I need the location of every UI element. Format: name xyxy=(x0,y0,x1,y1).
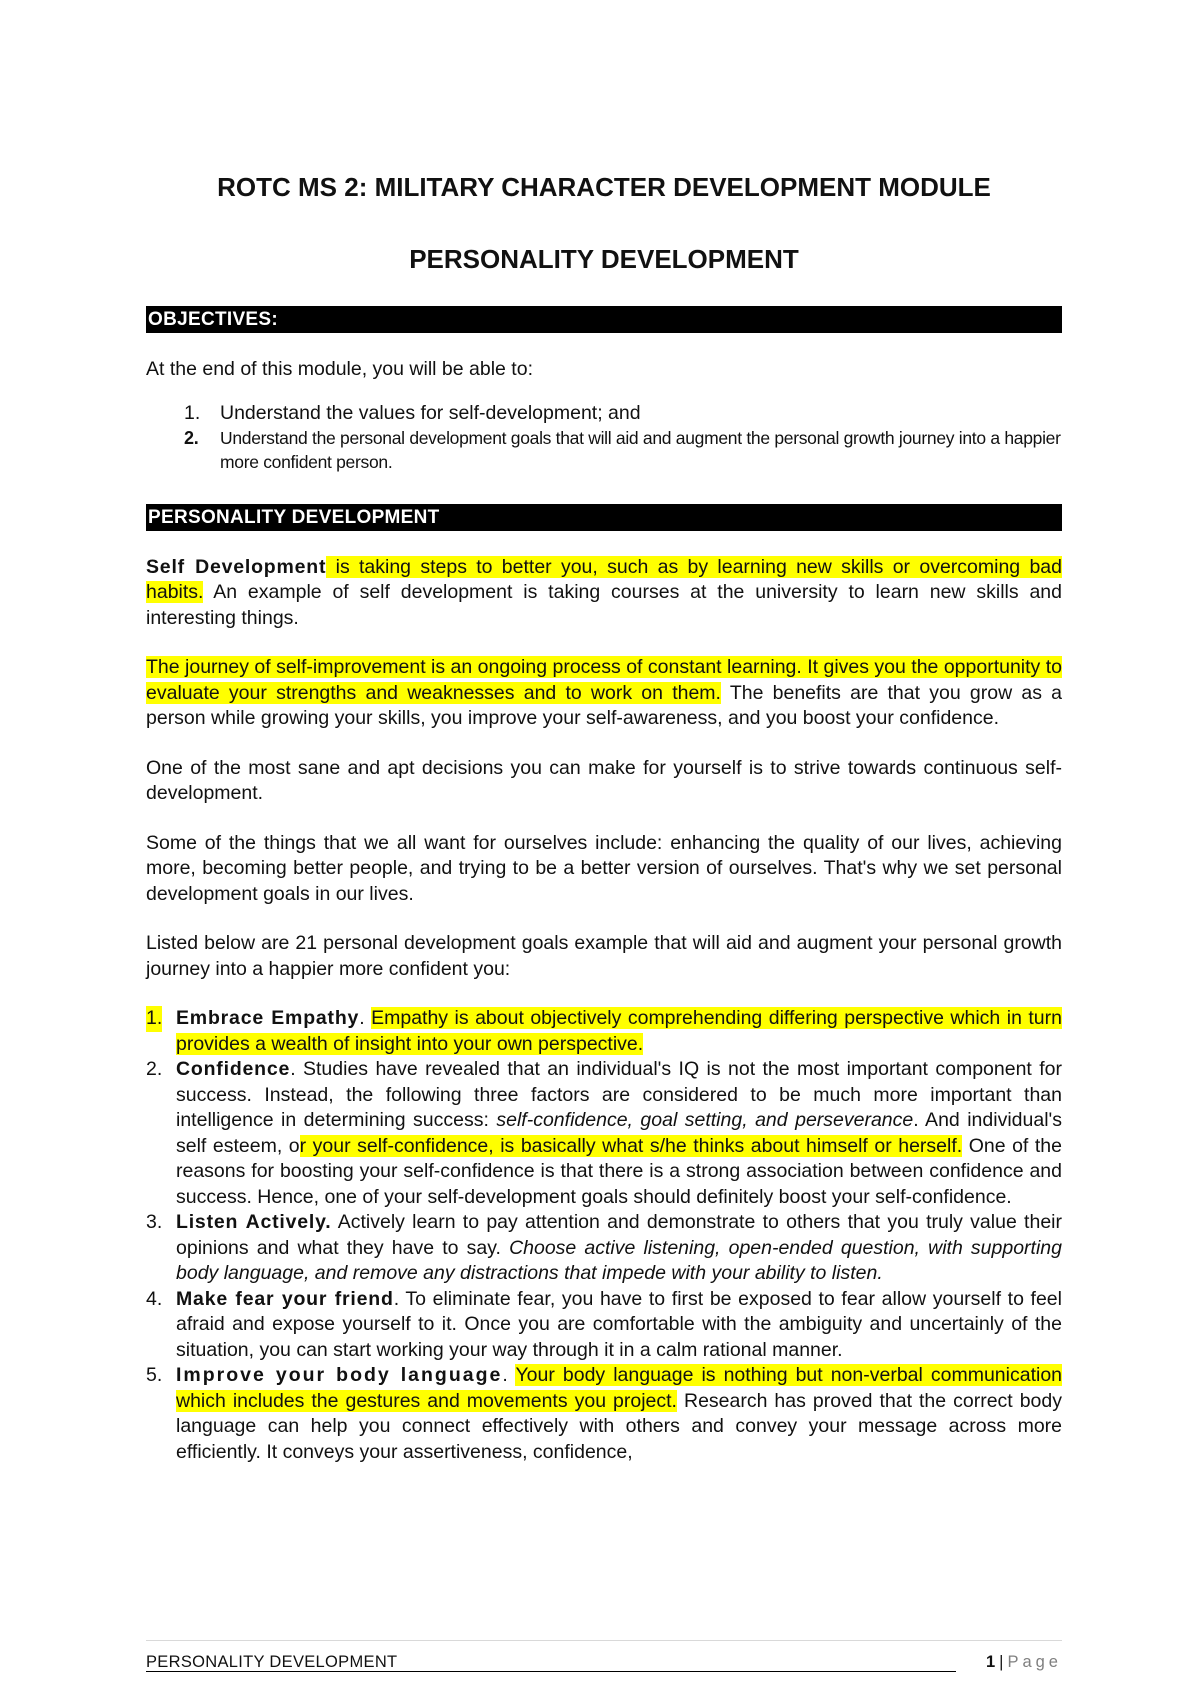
goals-list xyxy=(146,1006,1062,1465)
page-content xyxy=(146,170,1062,1465)
paragraph-text: The benefits are that you grow as a person while growing your skills, you improve your self-awareness, and you boost your confidence. xyxy=(146,681,1062,729)
goal-number: 2. xyxy=(146,1058,163,1080)
term-self-development: Self Development xyxy=(146,555,327,578)
objective-item xyxy=(146,426,1062,474)
goal-term: Confidence xyxy=(176,1058,291,1080)
paragraph-text: An example of self development is taking courses at the university to learn new skills and interesting things. xyxy=(146,581,1062,629)
goal-number: 4. xyxy=(146,1287,163,1310)
highlighted-text: The journey of self-improvement is an ongoing process of constant learning. It gives you the opportunity to evaluate your strengths and weaknesses and to work on them. xyxy=(146,656,1062,704)
goal-item-confidence xyxy=(146,1057,1062,1210)
goal-number: 5. xyxy=(146,1364,163,1386)
paragraph-sane-decisions: One of the most sane and apt decisions you can make for yourself is to strive towards continuous self-development. xyxy=(146,756,1062,804)
goal-item-fear xyxy=(146,1287,1062,1364)
objective-item xyxy=(146,401,1062,426)
highlighted-text: r your self-confidence, is basically what s/he thinks about himself or herself. xyxy=(299,1134,963,1157)
paragraph-things-we-want: Some of the things that we all want for ourselves include: enhancing the quality of our lives, achieving more, becoming better people, and trying to be a better version of ourselves. That's why we set personal development goals in our lives. xyxy=(146,831,1062,905)
goal-text: One of the reasons for boosting your self-confidence is that there is a strong association between confidence and success. Hence, one of your self-development goals should definitely boost your self-confidence. xyxy=(176,1134,1062,1208)
highlighted-text: Your body language is nothing but non-verbal communication which includes the gestures and movements you project. xyxy=(176,1364,1063,1412)
document-title: ROTC MS 2: MILITARY CHARACTER DEVELOPMENT MODULE xyxy=(217,172,991,202)
goal-text: Research has proved that the correct body language can help you connect effectively with others and convey your message across more efficiently. It conveys your assertiveness, confidence, xyxy=(176,1389,1062,1463)
objectives-intro: At the end of this module, you will be able to: xyxy=(146,358,533,380)
section-heading: PERSONALITY DEVELOPMENT xyxy=(146,504,1062,531)
goal-item-body-language xyxy=(146,1363,1062,1465)
goal-item-empathy xyxy=(146,1006,1062,1057)
objective-number: 1. xyxy=(184,401,201,424)
goal-text: . xyxy=(502,1364,516,1386)
highlighted-text: Empathy is about objectively comprehending differing perspective which in turn provides a wealth of insight into your own perspective. xyxy=(176,1007,1062,1055)
goal-text: . To eliminate fear, you have to first be exposed to fear allow yourself to feel afraid and expose yourself to it. Once you are comfortable with the ambiguity and uncertainly of the situation, you can start working your way through it in a calm rational manner. xyxy=(176,1287,1062,1361)
page-footer xyxy=(146,1640,1062,1671)
objective-number: 2. xyxy=(184,427,199,448)
paragraph-self-development xyxy=(146,555,1062,632)
paragraph-listed-below: Listed below are 21 personal development goals example that will aid and augment your personal growth journey into a happier more confident you: xyxy=(146,932,1062,980)
goal-term: Make fear your friend xyxy=(176,1287,394,1310)
goal-number: 1. xyxy=(146,1006,162,1032)
goal-number: 3. xyxy=(146,1211,163,1233)
goal-text: Actively learn to pay attention and demonstrate to others that you truly value their opinions and what they have to say. xyxy=(176,1211,1062,1259)
goal-term: Improve your body language xyxy=(176,1364,503,1386)
goal-text: . Studies have revealed that an individual's IQ is not the most important component for success. Instead, the following three factors are considered to be much more important than intelligence in determining success: xyxy=(176,1058,1062,1131)
goal-italic-text: self-confidence, goal setting, and perseverance xyxy=(496,1109,914,1131)
goal-term: Embrace Empathy xyxy=(176,1007,360,1029)
objective-text: Understand the personal development goals that will aid and augment the personal growth journey into a happier more confident person. xyxy=(220,427,1061,472)
goal-italic-text: Choose active listening, open-ended question, with supporting body language, and remove any distractions that impede with your ability to listen. xyxy=(176,1236,1062,1284)
page-label: Page xyxy=(1007,1653,1062,1671)
highlighted-text: is taking steps to better you, such as by learning new skills or overcoming bad habits. xyxy=(146,555,1062,603)
document-subtitle: PERSONALITY DEVELOPMENT xyxy=(409,244,799,274)
objectives-heading: OBJECTIVES: xyxy=(146,306,1062,333)
goal-item-listen xyxy=(146,1210,1062,1287)
footer-title: PERSONALITY DEVELOPMENT xyxy=(146,1653,956,1672)
goal-text: . And individual's self esteem, o xyxy=(176,1109,1063,1157)
footer-page-info xyxy=(986,1653,1062,1671)
objective-text: Understand the values for self-development; and xyxy=(220,401,641,424)
objectives-list xyxy=(146,401,1062,474)
paragraph-journey xyxy=(146,655,1062,732)
goal-text: . xyxy=(359,1007,372,1029)
page-number: 1 xyxy=(985,1653,996,1671)
footer-separator: | xyxy=(999,1653,1004,1671)
goal-term: Listen Actively. xyxy=(176,1211,332,1233)
